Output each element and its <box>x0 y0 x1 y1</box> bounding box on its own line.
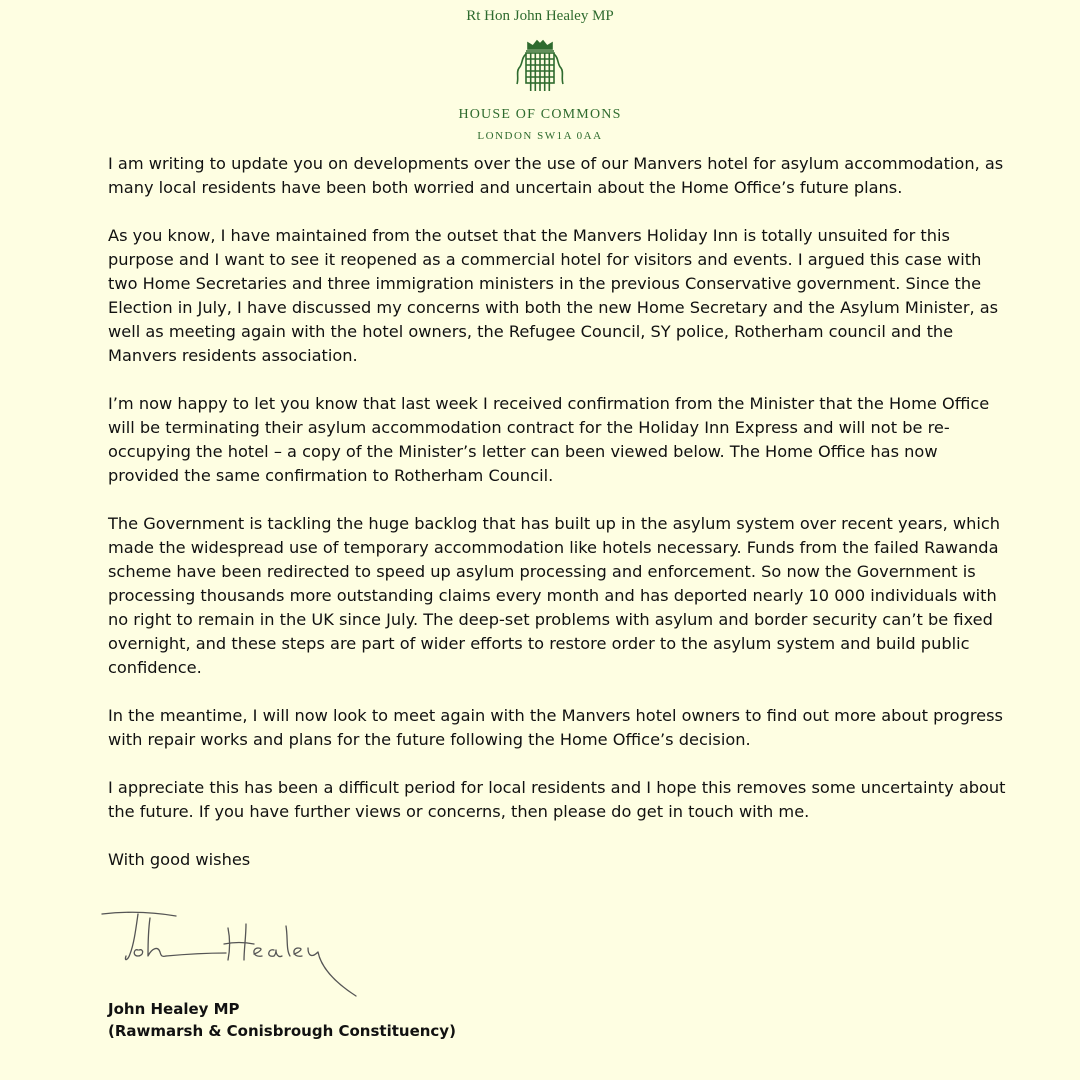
signer-name: John Healey MP <box>108 1000 240 1018</box>
letter-paragraph: The Government is tackling the huge backlog that has built up in the asylum system over recent years, which made the widespread use of temporary accommodation like hotels necessary. Funds from the failed Rawanda scheme have been redirected to speed up asylum processing and enforcement. So now the Government is processing thousands more outstanding claims every month and has deported nearly 10 000 individuals with no right to remain in the UK since July. The deep-set problems with asylum and border security can’t be fixed overnight, and these steps are part of wider efforts to restore order to the asylum system and build public confidence. <box>108 514 1001 677</box>
letter-paragraph: As you know, I have maintained from the outset that the Manvers Holiday Inn is totally unsuited for this purpose and I want to see it reopened as a commercial hotel for visitors and events. I argued this case with two Home Secretaries and three immigration ministers in the previous Conservative government. Since the Election in July, I have discussed my concerns with both the new Home Secretary and the Asylum Minister, as well as meeting again with the hotel owners, the Refugee Council, SY police, Rotherham council and the Manvers residents association. <box>108 226 999 365</box>
letterhead-address: LONDON SW1A 0AA <box>477 130 603 142</box>
signer-constituency: (Rawmarsh & Conisbrough Constituency) <box>108 1022 456 1040</box>
letter-paragraph: In the meantime, I will now look to meet again with the Manvers hotel owners to find out more about progress with repair works and plans for the future following the Home Office’s decision. <box>108 706 1003 749</box>
letterhead <box>0 0 1080 150</box>
letterhead-name: Rt Hon John Healey MP <box>466 8 614 24</box>
letter-body <box>108 152 1008 872</box>
letter-paragraph: I appreciate this has been a difficult period for local residents and I hope this removes some uncertainty about the future. If you have further views or concerns, then please do get in touch with me. <box>108 778 1006 821</box>
signature-block <box>108 998 456 1042</box>
letter-paragraph: I am writing to update you on developments over the use of our Manvers hotel for asylum accommodation, as many local residents have been both worried and uncertain about the Home Office’s future plans. <box>108 154 1004 197</box>
portcullis-icon <box>515 38 565 94</box>
letter-paragraph: I’m now happy to let you know that last week I received confirmation from the Minister that the Home Office will be terminating their asylum accommodation contract for the Holiday Inn Express and will not be re-occupying the hotel – a copy of the Minister’s letter can been viewed below. The Home Office has now provided the same confirmation to Rotherham Council. <box>108 394 990 485</box>
letterhead-house: HOUSE OF COMMONS <box>458 107 622 122</box>
handwritten-signature <box>98 906 368 1002</box>
letter-closing: With good wishes <box>108 850 251 869</box>
